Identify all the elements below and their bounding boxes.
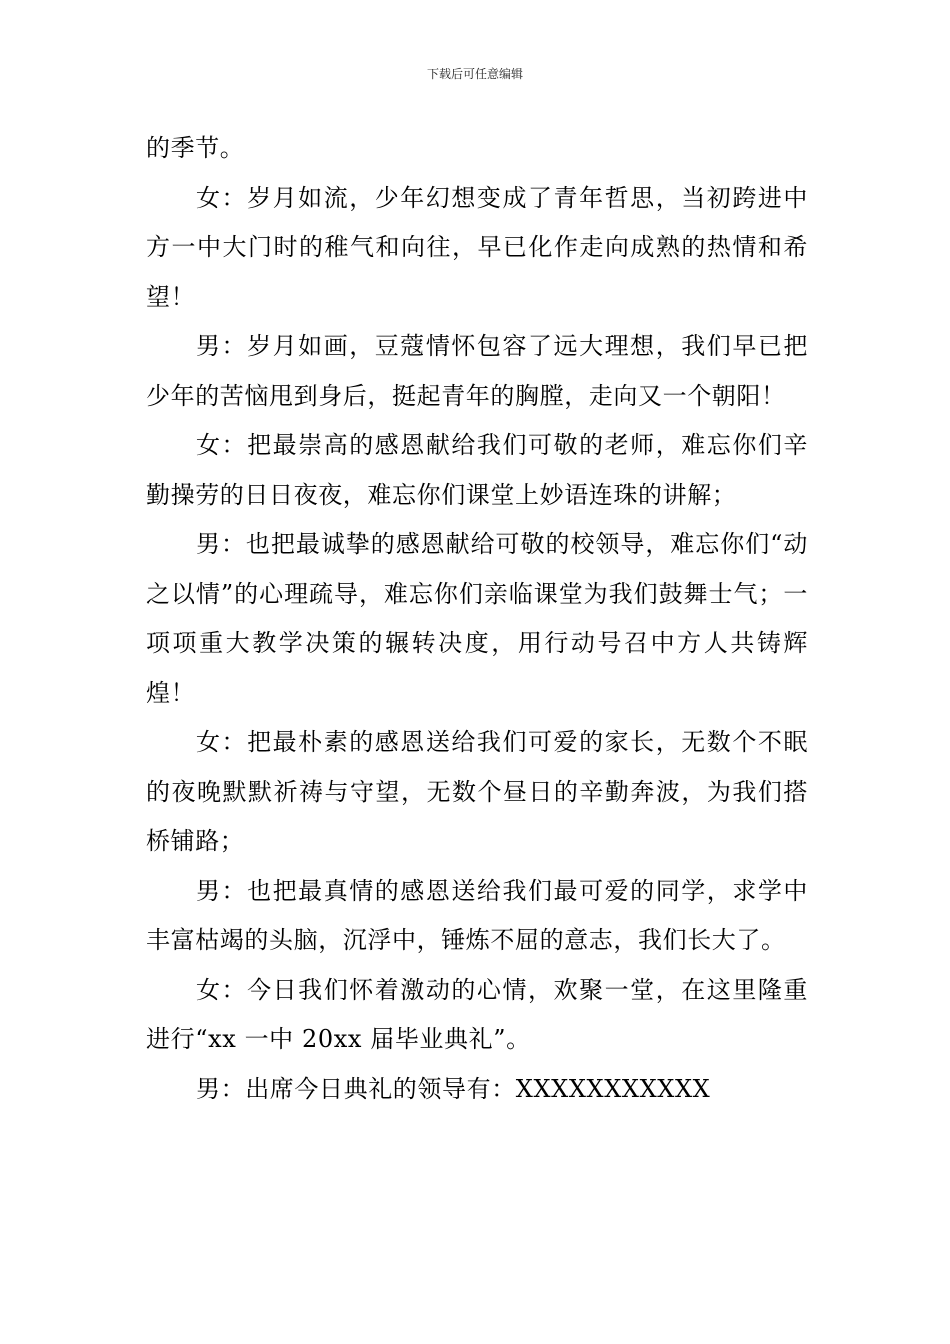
paragraph-1: 的季节。 xyxy=(146,134,245,162)
paragraph-5: 男：也把最诚挚的感恩献给可敬的校领导，难忘你们“动之以情”的心理疏导，难忘你们亲临课堂为我们鼓舞士气；一项项重大教学决策的辗转决度，用行动号召中方人共铸辉煌！ xyxy=(146,530,808,707)
paragraph-8: 女：今日我们怀着激动的心情，欢聚一堂，在这里隆重进行“xx 一中 20xx 届毕业典礼”。 xyxy=(146,975,808,1053)
paragraph-9: 男：出席今日典礼的领导有：XXXXXXXXXXX xyxy=(196,1074,711,1103)
paragraph-6: 女：把最朴素的感恩送给我们可爱的家长，无数个不眠的夜晚默默祈祷与守望，无数个昼日的辛勤奔波，为我们搭桥铺路； xyxy=(146,728,808,855)
paragraph-2: 女：岁月如流，少年幻想变成了青年哲思，当初跨进中方一中大门时的稚气和向往，早已化作走向成熟的热情和希望！ xyxy=(146,183,808,311)
paragraph-3: 男：岁月如画，豆蔻情怀包容了远大理想，我们早已把少年的苦恼甩到身后，挺起青年的胸膛，走向又一个朝阳！ xyxy=(146,332,808,410)
paragraph-4: 女：把最崇高的感恩献给我们可敬的老师，难忘你们辛勤操劳的日日夜夜，难忘你们课堂上妙语连珠的讲解； xyxy=(146,431,808,509)
document-body xyxy=(146,124,808,1114)
page-header-note: 下载后可任意编辑 xyxy=(426,67,523,81)
paragraph-7: 男：也把最真情的感恩送给我们最可爱的同学，求学中丰富枯竭的头脑，沉浮中，锤炼不屈的意志，我们长大了。 xyxy=(146,876,808,954)
